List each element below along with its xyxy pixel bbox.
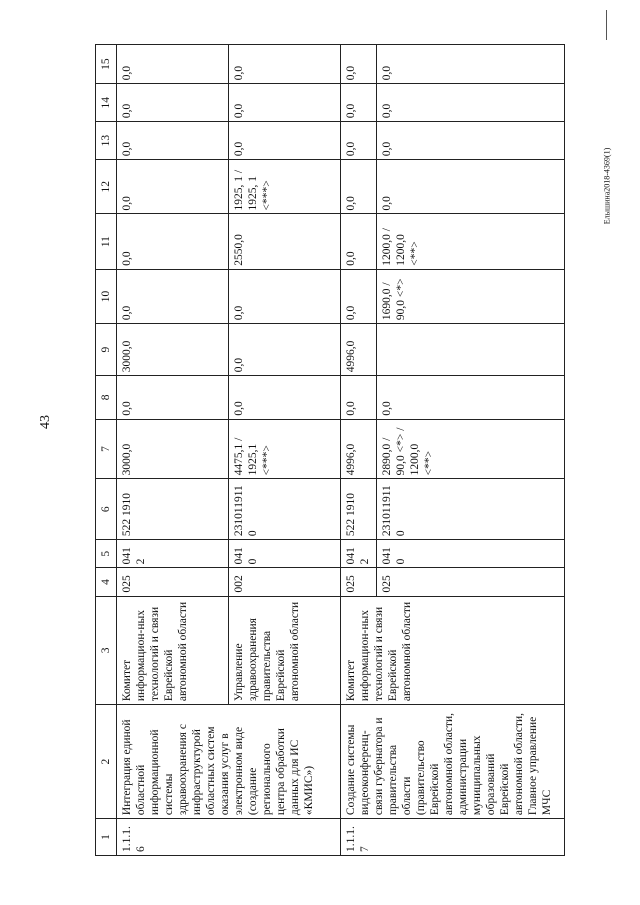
value-14-cell: 0,0: [341, 84, 377, 122]
col-header-9: 9: [96, 324, 117, 376]
value-8-cell: 0,0: [341, 376, 377, 419]
value-10-cell: 0,0: [341, 269, 377, 323]
value-12-cell: 1925, 1 / 1925, 1 <***>: [229, 160, 341, 214]
code-5-cell: 041 2: [341, 540, 377, 568]
value-13-cell: 0,0: [117, 122, 229, 160]
item-number: 1.1.1.6: [117, 819, 341, 856]
value-7-cell: 2890,0 / 90,0 <*> / 1200,0 <**>: [377, 419, 565, 479]
code-5-cell: 041 0: [377, 540, 565, 568]
value-12-cell: 0,0: [341, 160, 377, 214]
budget-table-container: [95, 44, 565, 856]
value-10-cell: 0,0: [229, 269, 341, 323]
col-header-4: 4: [96, 568, 117, 596]
code-4-cell: 025: [117, 568, 229, 596]
code-6-cell: 522 1910: [341, 479, 377, 540]
col-header-12: 12: [96, 160, 117, 214]
value-13-cell: 0,0: [229, 122, 341, 160]
col-header-6: 6: [96, 479, 117, 540]
value-7-cell: 3000,0: [117, 419, 229, 479]
value-9-cell: 0,0: [229, 324, 341, 376]
value-15-cell: 0,0: [341, 45, 377, 84]
table-row: [341, 45, 377, 856]
value-9-cell: [377, 324, 565, 376]
table-row: [117, 45, 229, 856]
col-header-13: 13: [96, 122, 117, 160]
value-11-cell: 1200,0 / 1200,0 <**>: [377, 214, 565, 269]
value-15-cell: 0,0: [117, 45, 229, 84]
code-4-cell: 025: [341, 568, 377, 596]
code-5-cell: 041 0: [229, 540, 341, 568]
value-7-cell: 4475,1 / 1925,1 <***>: [229, 419, 341, 479]
executor-cell: Комитет информацион-ных технологий и связи Еврейской автономной области: [117, 596, 229, 705]
item-description: Создание системы видеоконференц-связи губернатора и правительства области (правительство Еврейской автономной области, администрации муниципальных образований Еврейской автономной области, Главное управление МЧС: [341, 705, 565, 819]
executor-cell: Управление здравоохранения правительства Еврейской автономной области: [229, 596, 341, 705]
value-14-cell: 0,0: [377, 84, 565, 122]
code-5-cell: 041 2: [117, 540, 229, 568]
value-9-cell: 4996,0: [341, 324, 377, 376]
value-11-cell: 0,0: [341, 214, 377, 269]
value-13-cell: 0,0: [341, 122, 377, 160]
col-header-1: 1: [96, 819, 117, 856]
col-header-3: 3: [96, 596, 117, 705]
value-9-cell: 3000,0: [117, 324, 229, 376]
value-8-cell: 0,0: [377, 376, 565, 419]
value-14-cell: 0,0: [117, 84, 229, 122]
margin-rule: [606, 10, 607, 40]
value-10-cell: 0,0: [117, 269, 229, 323]
value-7-cell: 4996,0: [341, 419, 377, 479]
value-11-cell: 0,0: [117, 214, 229, 269]
code-4-cell: 002: [229, 568, 341, 596]
page-number: 43: [38, 415, 53, 429]
value-14-cell: 0,0: [229, 84, 341, 122]
code-6-cell: 231011911 0: [377, 479, 565, 540]
col-header-8: 8: [96, 376, 117, 419]
value-15-cell: 0,0: [229, 45, 341, 84]
item-number: 1.1.1.7: [341, 819, 565, 856]
value-13-cell: 0,0: [377, 122, 565, 160]
col-header-7: 7: [96, 419, 117, 479]
executor-cell: Комитет информацион-ных технологий и связи Еврейской автономной области: [341, 596, 565, 705]
value-8-cell: 0,0: [229, 376, 341, 419]
col-header-14: 14: [96, 84, 117, 122]
value-12-cell: 0,0: [117, 160, 229, 214]
header-row: [96, 45, 117, 856]
value-10-cell: 1690,0 / 90,0 <*>: [377, 269, 565, 323]
col-header-5: 5: [96, 540, 117, 568]
col-header-2: 2: [96, 705, 117, 819]
col-header-10: 10: [96, 269, 117, 323]
value-15-cell: 0,0: [377, 45, 565, 84]
budget-table: [95, 44, 565, 856]
rotated-table-frame: [95, 44, 565, 856]
col-header-11: 11: [96, 214, 117, 269]
document-stamp: [592, 96, 622, 276]
value-11-cell: 2550,0: [229, 214, 341, 269]
code-4-cell: 025: [377, 568, 565, 596]
code-6-cell: 231011911 0: [229, 479, 341, 540]
code-6-cell: 522 1910: [117, 479, 229, 540]
stamp-text: Елышина2018-4369(1): [602, 147, 612, 225]
value-8-cell: 0,0: [117, 376, 229, 419]
item-description: Интеграция единой областной информационной системы здравоохранения с инфраструктурой областных систем оказания услуг в электронном виде (создание регионального центра обработки данных для ИС «КМИС»): [117, 705, 341, 819]
value-12-cell: 0,0: [377, 160, 565, 214]
col-header-15: 15: [96, 45, 117, 84]
